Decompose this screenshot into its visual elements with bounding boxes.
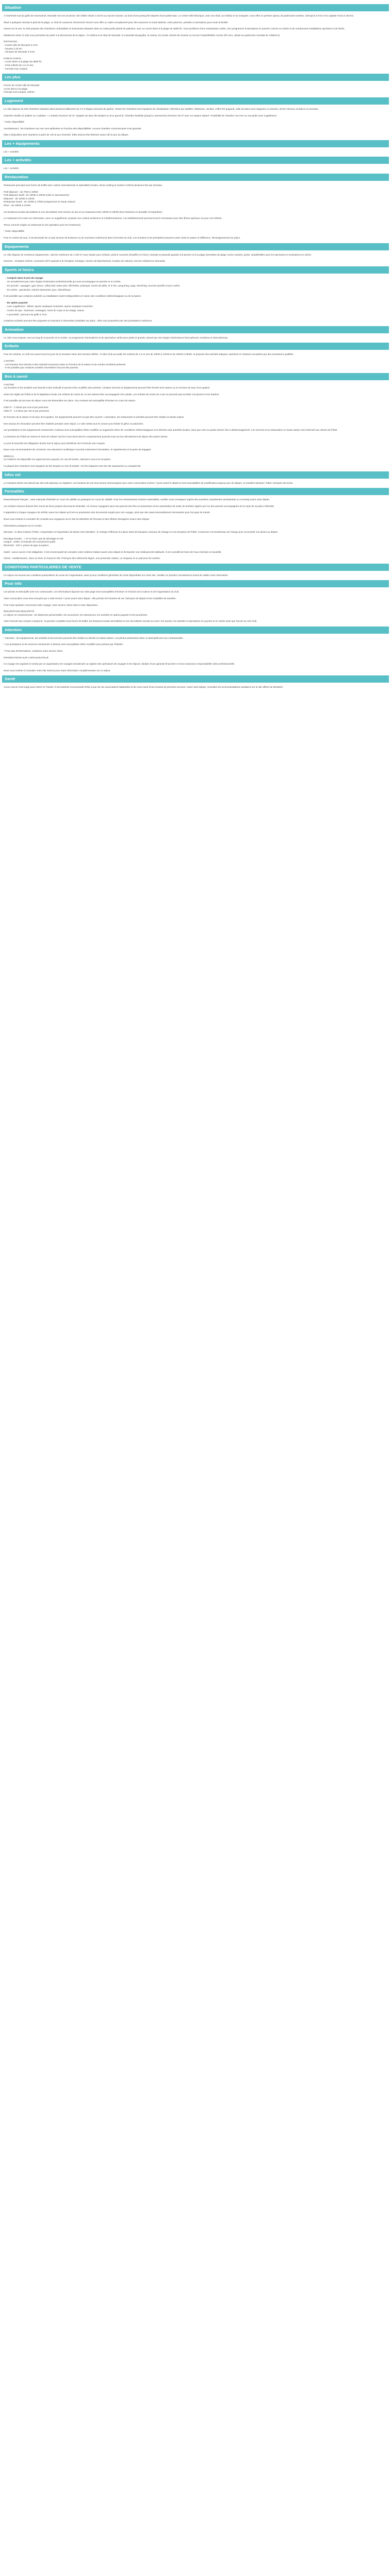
paragraph: Les prestations et les équipements mentionnés ci-dessus sont susceptibles d'être modifiés ou supprimés selon les conditions météorologiques et la décision des autorités locales, sans que cela ne puisse donner lieu à dédommagement. Les services et la restauration en haute saison sont réservés aux clients de l'hôtel. bbox=[4, 429, 338, 432]
paragraph: Le transport aérien est assuré par des vols spéciaux ou réguliers. Les horaires de vol vous seront communiqués avec votre convocation environ 7 jours avant le départ et sont susceptibles de modification jusqu'au jour du départ. Le transfert aéroport / hôtel / aéroport est inclus. bbox=[4, 481, 294, 484]
paragraph: Des travaux de rénovation peuvent être réalisés pendant votre séjour. Le club mettra tout en oeuvre pour limiter la gêne occasionnée. bbox=[4, 422, 144, 425]
paragraph: Selon les règles de l'hôtel et de la législation locale, les enfants de moins de 12 ans doivent être accompagnés d'un adulte. Les enfants de moins de 2 ans ne peuvent pas accéder à la piscine et les bassins. bbox=[4, 393, 220, 396]
paragraph: Le club dispose de nombreux équipements : piscine extérieure de 1 200 m² avec bassin pour enfants, piscine couverte (chauffée en hiver), transats et parasols gratuits à la piscine et à la plage (serviettes de plage contre caution), jardin, amphithéâtre pour les spectacles et animations en soirée. bbox=[4, 253, 312, 256]
section-title-activites: Les + activités bbox=[2, 157, 389, 164]
section-title-cgv: CONDITIONS PARTICULIERES DE VENTE bbox=[2, 564, 389, 571]
paragraph: Il est possible que certaines activités ou installations soient indisponibles en raison des conditions météorologiques ou de la saison. bbox=[4, 295, 142, 298]
paragraph: Décalage horaire : + 1h en hiver, pas de décalage en été. Langue : arabe, le français est couramment parlé. Électricité : 220 V, prises de type européen. bbox=[4, 537, 64, 547]
paragraph: Certaines activités peuvent être payantes et soumises à réservation préalable sur place ; elles sont proposées par des prestataires extérieurs. bbox=[4, 319, 153, 323]
list-item: - Centre de spa : hammam, massages, soins du corps et du visage, sauna. bbox=[6, 309, 387, 313]
section-equipements2 bbox=[2, 253, 389, 263]
section-title-enfants: Enfants bbox=[2, 343, 389, 350]
paragraph: Idéalement situé, le club vous permettra de partir à la découverte de la région : la médina et le ribat de Monastir, le mausolée Bourguiba, la marina, les souks colorés de Sousse ou encore l'amphithéâtre romain d'El Jem, classé au patrimoine mondial de l'UNESCO. bbox=[4, 33, 281, 37]
paragraph: Ce voyage est organisé et vendu par un organisateur de voyages immatriculé au registre des opérateurs de voyages et de séjours, titulaire d'une garantie financière et d'une assurance responsabilité civile professionnelle. bbox=[4, 663, 235, 666]
paragraph: INFORMATIONS SUR L'ORGANISATEUR bbox=[4, 656, 48, 659]
paragraph: La Direction de l'hôtel se réserve le droit de refuser l'accès à tout client dont le comportement pourrait nuire au bon déroulement du séjour des autres clients. bbox=[4, 435, 168, 438]
paragraph: Les enfants mineurs doivent être munis de leurs propres documents d'identité. Un mineur voyageant sans ses parents doit être en possession d'une autorisation de sortie du territoire signée par l'un des parents accompagnée de la copie de sa pièce d'identité. bbox=[4, 504, 274, 507]
paragraph: Chambre double (2 adultes ou 2 adultes + 1 enfant) d'environ 20 m², équipée de deux lits simples ou d'un grand lit. Chambre familiale (jusqu'à 4 personnes) d'environ 30 m² avec un espace séparé. Possibilité de chambre vue mer ou vue jardin avec supplément. bbox=[4, 114, 277, 117]
paragraph: Aucun vaccin n'est exigé pour entrer en Tunisie. Il est toutefois recommandé d'être à jour de vos vaccinations habituelles et de vous munir d'une trousse de premiers secours. Avant votre départ, consultez les recommandations sanitaires sur le site officiel du Ministère. bbox=[4, 686, 284, 689]
paragraph: Nous vous invitons à consulter les conseils aux voyageurs sur le site du Ministère de l'Europe et des Affaires étrangères avant votre départ. bbox=[4, 517, 150, 520]
paragraph: Hôtel 4* : 2 dinars par nuit et par personne Hôtel 3* : 1,5 dinar par nuit et par personne bbox=[4, 406, 50, 412]
section-bonasavoir bbox=[2, 383, 389, 468]
paragraph: Les boissons locales alcoolisées et non alcoolisées sont servies au bar et au restaurant entre 10h00 et 23h00 (hors boissons en bouteille et importées). bbox=[4, 210, 163, 213]
paragraph: Il appartient à chaque voyageur de vérifier avant son départ qu'il est en possession des documents exigés pour son voyage, ainsi que des visas éventuellement nécessaires pour les pays de transit. bbox=[4, 511, 210, 514]
section-title-attention: Attention bbox=[2, 626, 389, 634]
paragraph: En fonction de la saison et du taux d'occupation, les équipements peuvent ne pas être ouverts. L'animation, les restaurants et activités peuvent être réduits en basse saison. bbox=[4, 416, 185, 419]
section-animation bbox=[2, 336, 389, 340]
paragraph: Le restaurant à la carte sur réservation, avec un supplément, propose une cuisine tunisienne et méditerranéenne. Les établissements prennent tout le nécessaire pour des dîners spéciaux ou pour vos enfants. bbox=[4, 217, 222, 220]
list-item: - En option payante bbox=[6, 301, 387, 305]
paragraph: Il est possible qu'une taxe de séjour vous soit demandée sur place. Son montant est susceptible d'évoluer en cours de saison. bbox=[4, 399, 136, 402]
section-attention bbox=[2, 637, 389, 673]
paragraph: Les + activités bbox=[4, 150, 19, 153]
section-equipements bbox=[2, 150, 389, 154]
paragraph: La plupart des chambres sont équipées de lits simples ou d'un lit double ; les lits d'appoint sont des lits superposés ou canapés-lits. bbox=[4, 465, 141, 467]
paragraph: Le port du bracelet est obligatoire durant tout le séjour pour bénéficier de la formule tout compris. bbox=[4, 442, 106, 445]
paragraph: A NOTER Les horaires et les activités sont donnés à titre indicatif et peuvent être modifiés sans préavis. Certains services et équipements peuvent être fermés hors saison ou en fonction du taux d'occupation. bbox=[4, 383, 210, 389]
section-title-infos: Infos vol bbox=[2, 471, 389, 479]
section-restauration bbox=[2, 184, 389, 240]
paragraph: A l'extrémité sud du golfe de Hammamet, Monastir est une ancienne cité côtière située à 20 km au sud de Sousse, au bord d'une presqu'île séparée d'une petite baie. Le centre-ville historique, avec son ribat, sa médina et sa mosquée, vous offre un premier aperçu du patrimoine tunisien, l'aéroport à 8 km et la capitale Tunis à 160 km. bbox=[4, 14, 354, 17]
paragraph: * Les prestations et les services mentionnés ci-dessus sont susceptibles d'être modifiés sans préavis par l'hôtelier. bbox=[4, 643, 124, 646]
section-plus bbox=[2, 84, 389, 94]
paragraph: Petit déjeuner : de 7h00 à 10h00 Petit déjeuner tardif : de 10h00 à 10h30 (café et viennoiseries) Déjeuner : de 12h30 à 14h30 Restaurant snack : de 12h00 à 17h00 (uniquement en haute saison) Dîner : de 19h00 à 21h30 bbox=[4, 190, 75, 207]
section-title-equipements2: Equipements bbox=[2, 243, 389, 250]
section-cgv bbox=[2, 574, 389, 578]
paragraph: Les + activités bbox=[4, 167, 19, 170]
paragraph: Informations pratiques sur la Tunisie bbox=[4, 524, 42, 527]
section-situation bbox=[2, 14, 389, 71]
paragraph: Pour le confort de tous, il est demandé de ne pas amener de boissons ou de nourriture extérieures dans l'enceinte du club. Les horaires et les prestations peuvent varier selon la saison et l'affluence. Renseignements sur place. bbox=[4, 236, 241, 239]
paragraph: Services : réception 24h/24, connexion Wi-Fi gratuite à la réception, boutique, service de blanchisserie, location de voitures, service médical sur demande. bbox=[4, 260, 166, 263]
paragraph: Mise à disposition des chambres à partir de 14h le jour d'arrivée. Elles doivent être libérées avant 12h le jour du départ. bbox=[4, 133, 129, 137]
paragraph: Monnaie : le dinar tunisien (TND). L'importation et l'exportation de dinars sont interdites ; le change s'effectue sur place dans les banques, bureaux de change et à la réception de l'hôtel. Conservez vos bordereaux de change pour reconvertir vos dinars au départ. bbox=[4, 531, 279, 534]
paragraph: DESCRIPTION DESCRIPTIF Le séjour ne comprend pas : les dépenses personnelles, les excursions, les assurances, les activités en option payante et les pourboires. bbox=[4, 610, 148, 616]
section-logement bbox=[2, 108, 389, 137]
paragraph: A NOTER : - Les horaires sont donnés à titre indicatif et peuvent varier en fonction de la saison et du nombre d'enfants présents. - Il est possible que certaines activités nécessitent l'accord des parents. bbox=[4, 359, 126, 369]
paragraph: Nous vous invitons à consulter notre site internet pour toute information complémentaire sur ce séjour. bbox=[4, 669, 111, 672]
section-title-pourinfo: Pour info bbox=[2, 580, 389, 587]
paragraph: Situé à quelques minutes à pied de la plage, ce club de vacances récemment rénové vous offre un cadre exceptionnel pour des vacances en toute détente, entre piscines, activités et animations pour toute la famille. bbox=[4, 21, 229, 24]
section-formalites bbox=[2, 498, 389, 561]
section-title-sante: Santé bbox=[2, 675, 389, 683]
list-item: - En soirée : spectacles, soirées dansantes, jeux, discothèque. bbox=[6, 289, 387, 292]
paragraph: Ouvert sur la mer, le club propose des chambres confortables et lumineuses réparties dans un vaste jardin planté de palmiers, avec un accès direct à la plage de sable fin. Vous profiterez d'une restauration variée, d'un programme d'animations en journée comme en soirée et de nombreuses installations sportives et de loisirs. bbox=[4, 27, 345, 30]
section-activites bbox=[2, 167, 389, 171]
paragraph: Nous vous recommandons de contracter une assurance multirisque couvrant notamment l'annulation, le rapatriement et la perte de bagages. bbox=[4, 448, 152, 451]
paragraph: POINTS FORTS : - Accès direct à la plage de sable fin - Club enfants de 4 à 12 ans - Formule tout compris bbox=[4, 57, 42, 70]
section-title-restauration: Restauration bbox=[2, 174, 389, 181]
paragraph: Le club vous propose, tout au long de la journée et en soirée, un programme d'animations et de spectacles variés pour petits et grands, assuré par une équipe d'animateurs francophones, tunisiens et internationaux. bbox=[4, 336, 229, 339]
paragraph: * Selon disponibilité bbox=[4, 121, 25, 124]
paragraph: Avertissement : les chambres vue mer sont attribuées en fonction des disponibilités. Aucune chambre communicante n'est garantie. bbox=[4, 127, 142, 130]
paragraph: * Selon disponibilité bbox=[4, 230, 25, 233]
section-title-animation: Animation bbox=[2, 326, 389, 333]
section-pourinfo bbox=[2, 590, 389, 623]
paragraph: Santé : aucun vaccin n'est obligatoire. Il est recommandé de consulter votre médecin traitant avant votre départ et d'emporter vos médicaments habituels. Il est conseillé de boire de l'eau minérale en bouteille. bbox=[4, 550, 222, 553]
paragraph: Votre convocation vous sera envoyée par e-mail environ 7 jours avant votre départ ; elle précise les horaires de vol, l'aéroport de départ et les modalités de transfert. bbox=[4, 597, 176, 600]
list-item: - A proximité : parcours de golfs à 4 km. bbox=[6, 313, 387, 317]
paragraph: Ce séjour est soumis aux conditions particulières de vente de l'organisateur, ainsi qu'aux conditions générales de vente disponibles sur notre site. Veuillez en prendre connaissance avant de valider votre réservation. bbox=[4, 573, 229, 577]
paragraph: Le club dispose de 326 chambres réparties dans plusieurs bâtiments de 2 à 3 étages entourés de jardins. Toutes les chambres sont équipées de climatisation, télévision par satellite, téléphone, minibar, coffre-fort (payant), salle de bains avec baignoire ou douche, sèche-cheveux et balcon ou terrasse. bbox=[4, 107, 319, 110]
section-title-formalites: Formalités bbox=[2, 488, 389, 495]
paragraph: * Attention : les équipements, les activités et les services peuvent être réduits ou fermés en basse saison. Les photos présentées dans ce descriptif sont non contractuelles. bbox=[4, 636, 184, 639]
bullet-list bbox=[6, 301, 387, 316]
section-title-situation: Situation bbox=[2, 4, 389, 11]
list-item: - En journée : aquagym, gym douce, volley-ball, water-polo, fléchettes, pétanque, tennis de table, tir à l'arc, ping-pong, yoga, stretching, tournois sportifs et jeux variés. bbox=[6, 284, 387, 288]
list-item: - Un encadrement par notre équipe d'animation professionnelle qui vous accompagne en journée et en soirée. bbox=[6, 280, 387, 284]
paragraph: Proche du centre-ville de Monastir Accès direct à la plage Formule tout compris, 24h/24 bbox=[4, 84, 40, 94]
paragraph: Votre formule tout compris comprend : la pension complète sous forme de buffet, les boissons locales alcoolisées et non alcoolisées servies au verre, les snacks, les activités et animations en journée et en soirée ainsi que l'accès au mini club. bbox=[4, 620, 257, 623]
section-title-plus: Les plus bbox=[2, 74, 389, 81]
section-title-equipements: Les + équipements bbox=[2, 140, 389, 147]
section-title-bonasavoir: Bon à savoir bbox=[2, 373, 389, 380]
bullet-list bbox=[6, 277, 387, 292]
paragraph: Ressortissants français : carte nationale d'identité en cours de validité ou passeport en cours de validité. Pour les ressortissants d'autres nationalités, veuillez vous renseigner auprès des autorités compétentes (ambassade ou consulat) avant votre départ. bbox=[4, 498, 270, 501]
paragraph: DISTANCES : - Centre-ville de Monastir à 3 km - Sousse à 20 km - Aéroport de Monastir à 8 km bbox=[4, 40, 38, 54]
paragraph: Pour toute question concernant votre voyage, notre service client reste à votre disposition. bbox=[4, 603, 99, 606]
section-sante bbox=[2, 686, 389, 689]
section-title-sports: Sports et loisirs bbox=[2, 266, 389, 274]
section-sports bbox=[2, 277, 389, 323]
list-item: - Compris dans le prix du voyage bbox=[6, 277, 387, 280]
paragraph: MEDICAL Un médecin est disponible sur appel (service payant). En cas de besoin, adressez-vous à la réception. bbox=[4, 454, 111, 461]
paragraph: Tenue correcte exigée au restaurant le soir (pantalon pour les messieurs). bbox=[4, 223, 82, 226]
section-enfants bbox=[2, 353, 389, 369]
paragraph: Pour les enfants, un club est ouvert tous les jours de la semaine selon des horaires définis : le Mini Club accueille les enfants de 4 à 12 ans de 10h00 à 12h30 et de 15h00 à 18h00, et propose des activités ludiques, sportives et créatives encadrées par des animateurs qualifiés. bbox=[4, 353, 294, 356]
paragraph: * Pour plus d'informations, contactez notre service client. bbox=[4, 650, 63, 653]
page bbox=[0, 0, 391, 696]
list-item: - Avec supplément : billard, sports nautiques motorisés, sports nautiques motorisés. bbox=[6, 305, 387, 309]
paragraph: Les photos et descriptifs sont non contractuels. Les informations figurant sur cette page sont susceptibles d'évoluer en fonction de la saison et de l'organisation du club. bbox=[4, 590, 180, 594]
paragraph: Climat : méditerranéen, doux en hiver et chaud en été. Prévoyez des vêtements légers, une protection solaire, un chapeau et un pull pour les soirées. bbox=[4, 557, 161, 560]
paragraph: Restaurant principal sous forme de buffet avec cuisine internationale et spécialités locales, show-cooking et soirées à thème plusieurs fois par semaine. bbox=[4, 184, 163, 187]
section-infos bbox=[2, 482, 389, 485]
section-title-logement: Logement bbox=[2, 97, 389, 105]
